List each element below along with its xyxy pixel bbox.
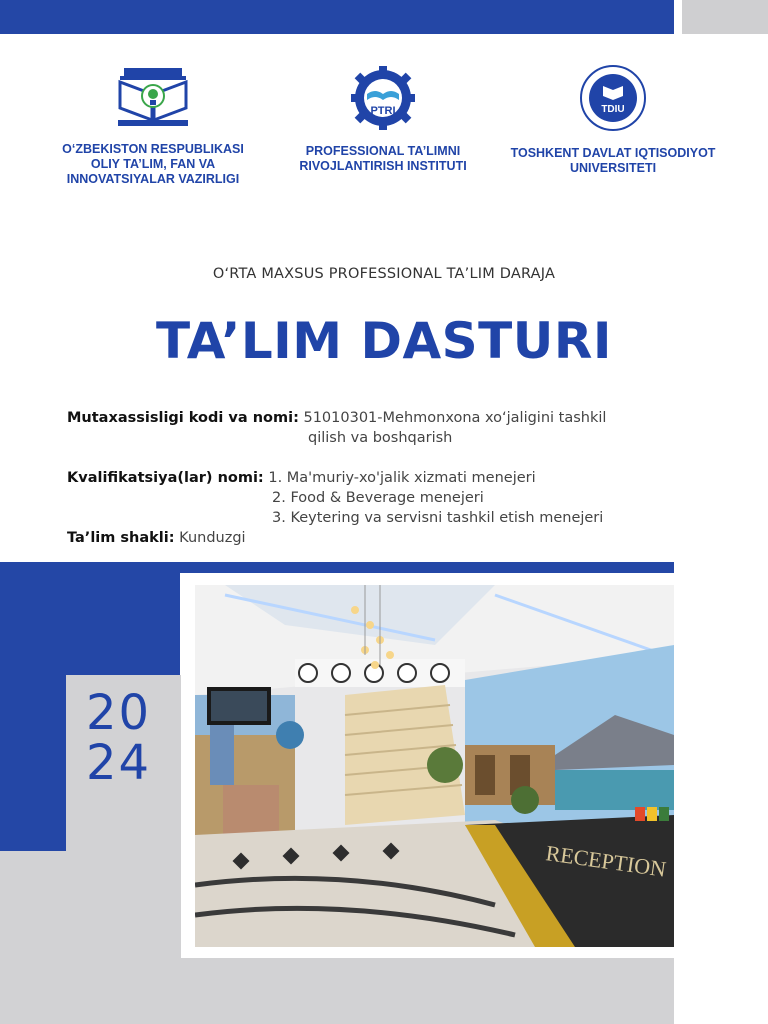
study-form-key: Ta’lim shakli: [67, 530, 175, 546]
specialty-row [67, 408, 606, 428]
tdiu-logo-text: TDIU [601, 104, 625, 115]
qualification-item-3: 3. Keytering va servisni tashkil etish menejeri [272, 510, 604, 526]
qualification-row [67, 468, 536, 488]
year-line-2: 24 [86, 735, 152, 791]
specialty-value-line2: qilish va boshqarish [308, 430, 453, 446]
reception-sign: RECEPTION [544, 840, 668, 882]
ptri-logo-block [280, 64, 486, 174]
ministry-emblem-icon [116, 64, 190, 128]
top-gray-block [682, 0, 768, 34]
qualification-item-2-row [272, 488, 484, 508]
top-accent-bar [0, 0, 674, 34]
qualification-item-2: 2. Food & Beverage menejeri [272, 490, 484, 506]
year-line-1: 20 [86, 685, 152, 741]
page-title: TA’LIM DASTURI [156, 312, 612, 370]
tdiu-logo-block [500, 64, 726, 176]
subtitle: O‘RTA MAXSUS PROFESSIONAL TA’LIM DARAJA [212, 266, 556, 282]
tdiu-seal-icon [578, 64, 648, 132]
ministry-label: O‘ZBEKISTON RESPUBLIKASI OLIY TA’LIM, FAN VA INNOVATSIYALAR VAZIRLIGI [62, 142, 244, 186]
specialty-key: Mutaxassisligi kodi va nomi: [67, 410, 299, 426]
tdiu-label: TOSHKENT DAVLAT IQTISODIYOT UNIVERSITETI [510, 146, 716, 175]
specialty-value-line1: 51010301-Mehmonxona xo‘jaligini tashkil [303, 410, 607, 426]
ministry-logo-block [50, 64, 256, 187]
mid-accent-bar [0, 562, 674, 573]
study-form-value: Kunduzgi [179, 530, 246, 546]
study-form-row [67, 528, 246, 548]
year-label [86, 685, 152, 791]
ptri-logo-text: PTRI [370, 105, 396, 117]
ptri-label: PROFESSIONAL TA’LIMNI RIVOJLANTIRISH INSTITUTI [299, 144, 467, 173]
ptri-gear-icon [345, 64, 421, 130]
qualification-item-3-row [272, 508, 603, 528]
specialty-value-line2-row [308, 428, 452, 448]
hotel-lobby-image [195, 585, 674, 947]
qualification-key: Kvalifikatsiya(lar) nomi: [67, 470, 264, 486]
hotel-lobby-photo [195, 585, 674, 947]
bottom-gray-bar [0, 958, 674, 1024]
qualification-item-1: 1. Ma'muriy-xo'jalik xizmati menejeri [268, 470, 536, 486]
